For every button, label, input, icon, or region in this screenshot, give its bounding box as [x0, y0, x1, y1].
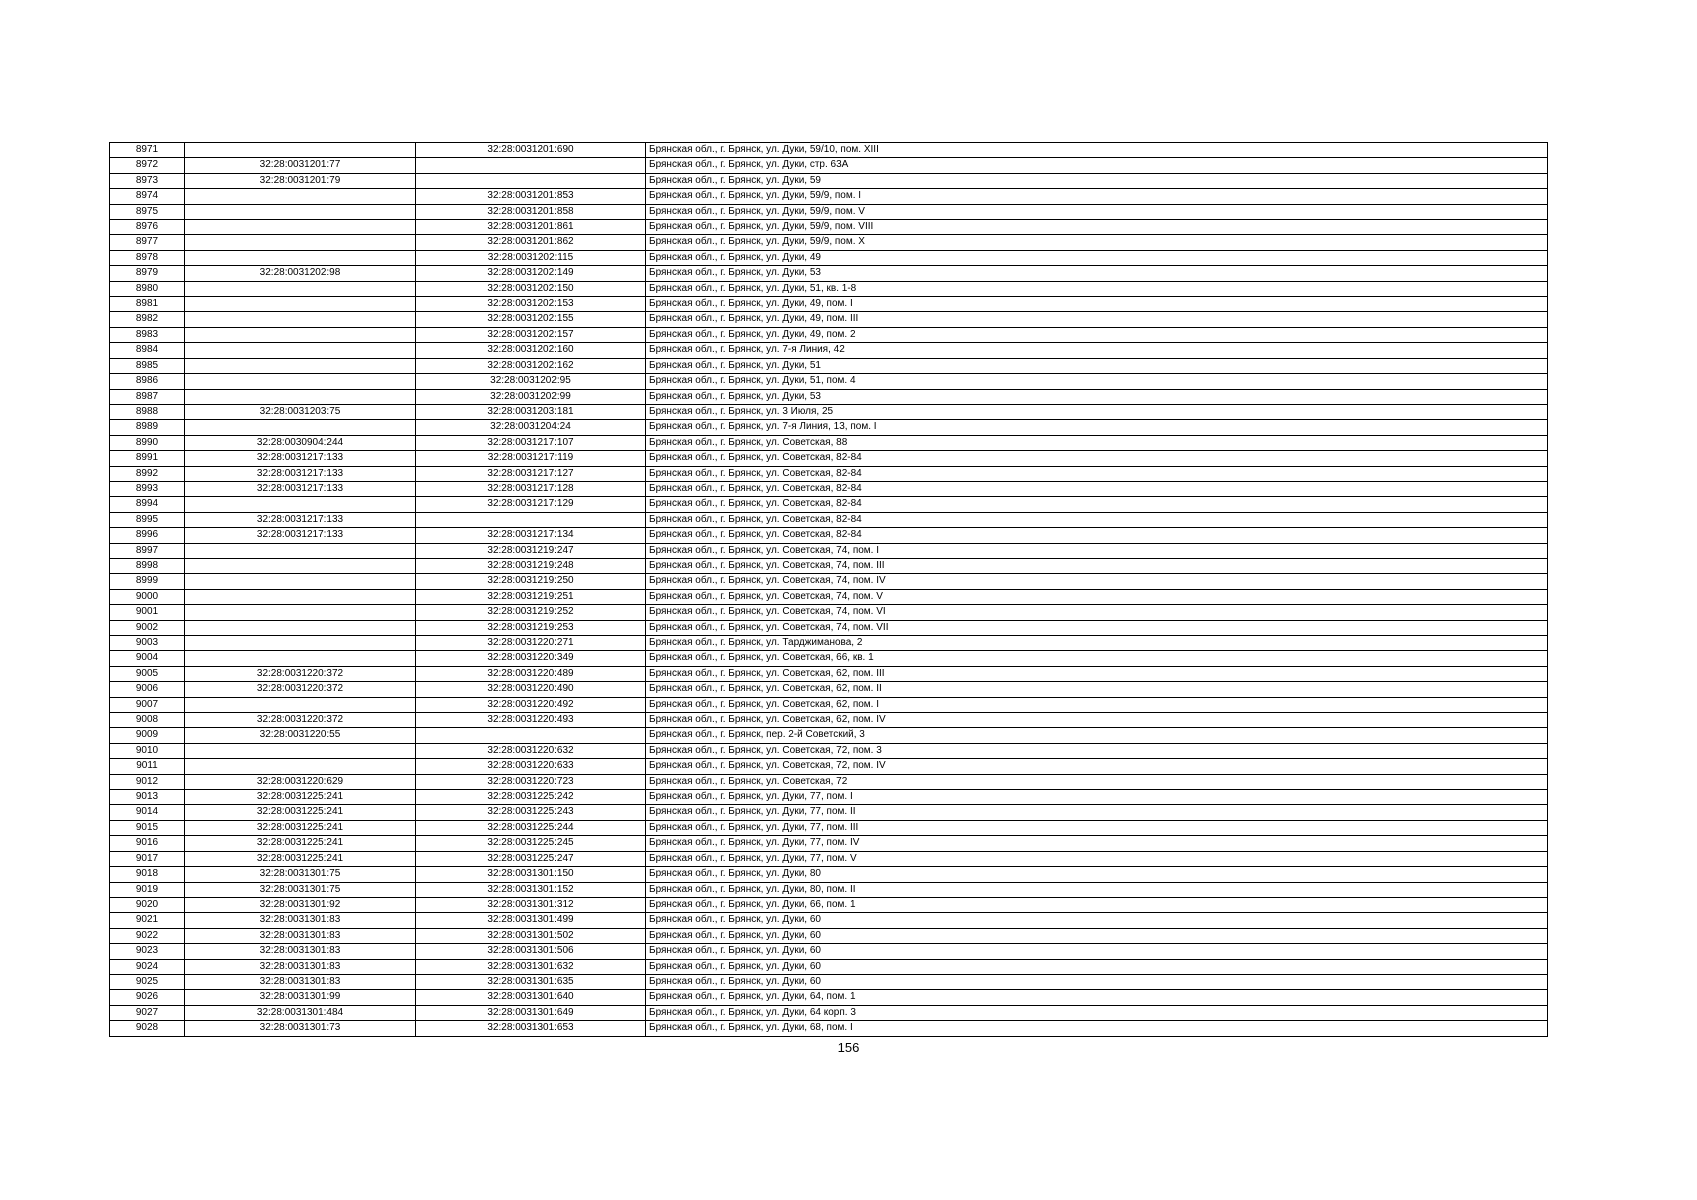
row-number-cell: 9007	[110, 697, 185, 712]
address-cell: Брянская обл., г. Брянск, ул. Дуки, 51, пом. 4	[646, 374, 1548, 389]
land-cadastral-number-cell	[185, 574, 416, 589]
table-row	[110, 512, 1548, 527]
row-number-cell: 8998	[110, 558, 185, 573]
land-cadastral-number-cell	[185, 697, 416, 712]
object-cadastral-number-cell	[416, 173, 646, 188]
land-cadastral-number-cell	[185, 220, 416, 235]
object-cadastral-number-cell: 32:28:0031219:251	[416, 589, 646, 604]
land-cadastral-number-cell	[185, 389, 416, 404]
row-number-cell: 8988	[110, 404, 185, 419]
table-row	[110, 1021, 1548, 1036]
row-number-cell: 9019	[110, 882, 185, 897]
address-cell: Брянская обл., г. Брянск, пер. 2-й Советский, 3	[646, 728, 1548, 743]
address-cell: Брянская обл., г. Брянск, ул. Дуки, 77, пом. II	[646, 805, 1548, 820]
row-number-cell: 8971	[110, 143, 185, 158]
row-number-cell: 8980	[110, 281, 185, 296]
table-row	[110, 836, 1548, 851]
object-cadastral-number-cell: 32:28:0031201:690	[416, 143, 646, 158]
row-number-cell: 8984	[110, 343, 185, 358]
land-cadastral-number-cell: 32:28:0031301:92	[185, 897, 416, 912]
address-cell: Брянская обл., г. Брянск, ул. Советская, 62, пом. IV	[646, 713, 1548, 728]
address-cell: Брянская обл., г. Брянск, ул. Советская, 66, кв. 1	[646, 651, 1548, 666]
land-cadastral-number-cell: 32:28:0031301:83	[185, 913, 416, 928]
row-number-cell: 9028	[110, 1021, 185, 1036]
object-cadastral-number-cell: 32:28:0031202:162	[416, 358, 646, 373]
row-number-cell: 9005	[110, 666, 185, 681]
row-number-cell: 8973	[110, 173, 185, 188]
address-cell: Брянская обл., г. Брянск, ул. Дуки, 64, пом. 1	[646, 990, 1548, 1005]
object-cadastral-number-cell: 32:28:0031301:653	[416, 1021, 646, 1036]
table-row	[110, 697, 1548, 712]
land-cadastral-number-cell: 32:28:0031301:73	[185, 1021, 416, 1036]
row-number-cell: 9004	[110, 651, 185, 666]
land-cadastral-number-cell	[185, 620, 416, 635]
row-number-cell: 9008	[110, 713, 185, 728]
object-cadastral-number-cell: 32:28:0031301:499	[416, 913, 646, 928]
object-cadastral-number-cell: 32:28:0031220:492	[416, 697, 646, 712]
land-cadastral-number-cell: 32:28:0031217:133	[185, 451, 416, 466]
address-cell: Брянская обл., г. Брянск, ул. Советская, 74, пом. VI	[646, 605, 1548, 620]
land-cadastral-number-cell	[185, 651, 416, 666]
object-cadastral-number-cell: 32:28:0031301:640	[416, 990, 646, 1005]
address-cell: Брянская обл., г. Брянск, ул. Дуки, 77, пом. IV	[646, 836, 1548, 851]
table-row	[110, 928, 1548, 943]
address-cell: Брянская обл., г. Брянск, ул. Советская, 74, пом. V	[646, 589, 1548, 604]
land-cadastral-number-cell	[185, 297, 416, 312]
address-cell: Брянская обл., г. Брянск, ул. Дуки, 49, пом. III	[646, 312, 1548, 327]
address-cell: Брянская обл., г. Брянск, ул. Дуки, 68, пом. I	[646, 1021, 1548, 1036]
land-cadastral-number-cell: 32:28:0031301:99	[185, 990, 416, 1005]
row-number-cell: 8992	[110, 466, 185, 481]
object-cadastral-number-cell: 32:28:0031201:853	[416, 189, 646, 204]
row-number-cell: 9011	[110, 759, 185, 774]
table-row	[110, 682, 1548, 697]
table-row	[110, 404, 1548, 419]
object-cadastral-number-cell: 32:28:0031301:150	[416, 867, 646, 882]
object-cadastral-number-cell: 32:28:0031301:502	[416, 928, 646, 943]
address-cell: Брянская обл., г. Брянск, ул. Дуки, 77, пом. III	[646, 820, 1548, 835]
row-number-cell: 8997	[110, 543, 185, 558]
table-row	[110, 189, 1548, 204]
object-cadastral-number-cell: 32:28:0031301:506	[416, 944, 646, 959]
object-cadastral-number-cell: 32:28:0031217:107	[416, 435, 646, 450]
table-row	[110, 728, 1548, 743]
object-cadastral-number-cell: 32:28:0031202:150	[416, 281, 646, 296]
land-cadastral-number-cell	[185, 636, 416, 651]
land-cadastral-number-cell	[185, 343, 416, 358]
table-row	[110, 820, 1548, 835]
land-cadastral-number-cell: 32:28:0031225:241	[185, 805, 416, 820]
table-row	[110, 358, 1548, 373]
address-cell: Брянская обл., г. Брянск, ул. Дуки, 64 корп. 3	[646, 1005, 1548, 1020]
row-number-cell: 9002	[110, 620, 185, 635]
address-cell: Брянская обл., г. Брянск, ул. Советская, 74, пом. III	[646, 558, 1548, 573]
object-cadastral-number-cell: 32:28:0031220:633	[416, 759, 646, 774]
land-cadastral-number-cell: 32:28:0031217:133	[185, 512, 416, 527]
row-number-cell: 9015	[110, 820, 185, 835]
table-row	[110, 297, 1548, 312]
table-row	[110, 944, 1548, 959]
land-cadastral-number-cell: 32:28:0031301:484	[185, 1005, 416, 1020]
address-cell: Брянская обл., г. Брянск, ул. Дуки, 49, пом. I	[646, 297, 1548, 312]
land-cadastral-number-cell: 32:28:0031220:372	[185, 682, 416, 697]
address-cell: Брянская обл., г. Брянск, ул. Дуки, 51	[646, 358, 1548, 373]
table-row	[110, 959, 1548, 974]
address-cell: Брянская обл., г. Брянск, ул. Дуки, 49	[646, 250, 1548, 265]
row-number-cell: 8978	[110, 250, 185, 265]
row-number-cell: 8975	[110, 204, 185, 219]
address-cell: Брянская обл., г. Брянск, ул. Дуки, 60	[646, 959, 1548, 974]
object-cadastral-number-cell: 32:28:0031220:632	[416, 743, 646, 758]
object-cadastral-number-cell: 32:28:0031301:312	[416, 897, 646, 912]
address-cell: Брянская обл., г. Брянск, ул. Дуки, 53	[646, 389, 1548, 404]
row-number-cell: 8985	[110, 358, 185, 373]
row-number-cell: 9022	[110, 928, 185, 943]
land-cadastral-number-cell	[185, 497, 416, 512]
table-row	[110, 143, 1548, 158]
address-cell: Брянская обл., г. Брянск, ул. Советская, 62, пом. III	[646, 666, 1548, 681]
row-number-cell: 9018	[110, 867, 185, 882]
land-cadastral-number-cell	[185, 759, 416, 774]
land-cadastral-number-cell	[185, 327, 416, 342]
object-cadastral-number-cell: 32:28:0031225:242	[416, 790, 646, 805]
row-number-cell: 8990	[110, 435, 185, 450]
land-cadastral-number-cell	[185, 204, 416, 219]
address-cell: Брянская обл., г. Брянск, ул. Дуки, 59/9, пом. X	[646, 235, 1548, 250]
table-row	[110, 343, 1548, 358]
land-cadastral-number-cell: 32:28:0031201:77	[185, 158, 416, 173]
address-cell: Брянская обл., г. Брянск, ул. Дуки, 77, пом. V	[646, 851, 1548, 866]
land-cadastral-number-cell: 32:28:0031217:133	[185, 481, 416, 496]
table-row	[110, 851, 1548, 866]
address-cell: Брянская обл., г. Брянск, ул. Советская, 72	[646, 774, 1548, 789]
row-number-cell: 9016	[110, 836, 185, 851]
table-row	[110, 451, 1548, 466]
address-cell: Брянская обл., г. Брянск, ул. Советская, 62, пом. II	[646, 682, 1548, 697]
row-number-cell: 9000	[110, 589, 185, 604]
address-cell: Брянская обл., г. Брянск, ул. 3 Июля, 25	[646, 404, 1548, 419]
row-number-cell: 9013	[110, 790, 185, 805]
address-cell: Брянская обл., г. Брянск, ул. Дуки, 59/9, пом. V	[646, 204, 1548, 219]
object-cadastral-number-cell: 32:28:0031219:250	[416, 574, 646, 589]
object-cadastral-number-cell: 32:28:0031301:632	[416, 959, 646, 974]
object-cadastral-number-cell: 32:28:0031217:127	[416, 466, 646, 481]
table-row	[110, 759, 1548, 774]
row-number-cell: 8995	[110, 512, 185, 527]
land-cadastral-number-cell	[185, 235, 416, 250]
land-cadastral-number-cell: 32:28:0031301:75	[185, 867, 416, 882]
object-cadastral-number-cell: 32:28:0031201:861	[416, 220, 646, 235]
object-cadastral-number-cell: 32:28:0031225:245	[416, 836, 646, 851]
address-cell: Брянская обл., г. Брянск, ул. Дуки, 66, пом. 1	[646, 897, 1548, 912]
address-cell: Брянская обл., г. Брянск, ул. Советская, 74, пом. I	[646, 543, 1548, 558]
object-cadastral-number-cell: 32:28:0031225:244	[416, 820, 646, 835]
object-cadastral-number-cell: 32:28:0031225:247	[416, 851, 646, 866]
land-cadastral-number-cell: 32:28:0031225:241	[185, 851, 416, 866]
table-row	[110, 250, 1548, 265]
object-cadastral-number-cell: 32:28:0031219:252	[416, 605, 646, 620]
land-cadastral-number-cell	[185, 420, 416, 435]
object-cadastral-number-cell: 32:28:0031219:253	[416, 620, 646, 635]
land-cadastral-number-cell: 32:28:0031217:133	[185, 528, 416, 543]
object-cadastral-number-cell: 32:28:0031219:248	[416, 558, 646, 573]
land-cadastral-number-cell: 32:28:0031217:133	[185, 466, 416, 481]
object-cadastral-number-cell: 32:28:0031301:152	[416, 882, 646, 897]
row-number-cell: 8993	[110, 481, 185, 496]
object-cadastral-number-cell	[416, 728, 646, 743]
land-cadastral-number-cell	[185, 281, 416, 296]
row-number-cell: 8989	[110, 420, 185, 435]
address-cell: Брянская обл., г. Брянск, ул. Советская, 82-84	[646, 528, 1548, 543]
table-row	[110, 574, 1548, 589]
table-row	[110, 913, 1548, 928]
table-row	[110, 882, 1548, 897]
row-number-cell: 9010	[110, 743, 185, 758]
table-row	[110, 666, 1548, 681]
address-cell: Брянская обл., г. Брянск, ул. Советская, 62, пом. I	[646, 697, 1548, 712]
row-number-cell: 8982	[110, 312, 185, 327]
land-cadastral-number-cell: 32:28:0031301:83	[185, 928, 416, 943]
address-cell: Брянская обл., г. Брянск, ул. Советская, 82-84	[646, 451, 1548, 466]
land-cadastral-number-cell	[185, 743, 416, 758]
object-cadastral-number-cell: 32:28:0031220:723	[416, 774, 646, 789]
address-cell: Брянская обл., г. Брянск, ул. Дуки, 59	[646, 173, 1548, 188]
table-row	[110, 204, 1548, 219]
table-row	[110, 774, 1548, 789]
address-cell: Брянская обл., г. Брянск, ул. Дуки, 60	[646, 944, 1548, 959]
address-cell: Брянская обл., г. Брянск, ул. Советская, 82-84	[646, 497, 1548, 512]
object-cadastral-number-cell: 32:28:0031217:129	[416, 497, 646, 512]
row-number-cell: 9014	[110, 805, 185, 820]
row-number-cell: 8972	[110, 158, 185, 173]
table-row	[110, 805, 1548, 820]
object-cadastral-number-cell: 32:28:0031202:99	[416, 389, 646, 404]
table-row	[110, 220, 1548, 235]
table-row	[110, 743, 1548, 758]
table-row	[110, 651, 1548, 666]
object-cadastral-number-cell: 32:28:0031204:24	[416, 420, 646, 435]
object-cadastral-number-cell: 32:28:0031220:489	[416, 666, 646, 681]
address-cell: Брянская обл., г. Брянск, ул. Дуки, 59/9, пом. VIII	[646, 220, 1548, 235]
table-row	[110, 558, 1548, 573]
object-cadastral-number-cell: 32:28:0031202:153	[416, 297, 646, 312]
address-cell: Брянская обл., г. Брянск, ул. Дуки, 60	[646, 974, 1548, 989]
land-cadastral-number-cell	[185, 605, 416, 620]
row-number-cell: 9027	[110, 1005, 185, 1020]
land-cadastral-number-cell: 32:28:0031220:372	[185, 666, 416, 681]
land-cadastral-number-cell: 32:28:0031220:55	[185, 728, 416, 743]
object-cadastral-number-cell: 32:28:0031220:493	[416, 713, 646, 728]
object-cadastral-number-cell: 32:28:0031202:115	[416, 250, 646, 265]
table-row	[110, 435, 1548, 450]
object-cadastral-number-cell: 32:28:0031201:858	[416, 204, 646, 219]
land-cadastral-number-cell: 32:28:0031203:75	[185, 404, 416, 419]
row-number-cell: 8983	[110, 327, 185, 342]
address-cell: Брянская обл., г. Брянск, ул. Советская, 82-84	[646, 481, 1548, 496]
object-cadastral-number-cell: 32:28:0031202:160	[416, 343, 646, 358]
land-cadastral-number-cell	[185, 143, 416, 158]
land-cadastral-number-cell: 32:28:0031225:241	[185, 820, 416, 835]
object-cadastral-number-cell: 32:28:0031220:349	[416, 651, 646, 666]
land-cadastral-number-cell	[185, 589, 416, 604]
land-cadastral-number-cell: 32:28:0031301:83	[185, 974, 416, 989]
table-row	[110, 605, 1548, 620]
row-number-cell: 9006	[110, 682, 185, 697]
address-cell: Брянская обл., г. Брянск, ул. Советская, 82-84	[646, 512, 1548, 527]
row-number-cell: 8999	[110, 574, 185, 589]
land-cadastral-number-cell	[185, 250, 416, 265]
address-cell: Брянская обл., г. Брянск, ул. Дуки, 80	[646, 867, 1548, 882]
object-cadastral-number-cell	[416, 512, 646, 527]
table-row	[110, 389, 1548, 404]
row-number-cell: 8977	[110, 235, 185, 250]
address-cell: Брянская обл., г. Брянск, ул. Дуки, 59/10, пом. XIII	[646, 143, 1548, 158]
object-cadastral-number-cell: 32:28:0031203:181	[416, 404, 646, 419]
address-cell: Брянская обл., г. Брянск, ул. Советская, 74, пом. IV	[646, 574, 1548, 589]
object-cadastral-number-cell: 32:28:0031202:149	[416, 266, 646, 281]
land-cadastral-number-cell: 32:28:0030904:244	[185, 435, 416, 450]
table-row	[110, 420, 1548, 435]
address-cell: Брянская обл., г. Брянск, ул. Дуки, 77, пом. I	[646, 790, 1548, 805]
address-cell: Брянская обл., г. Брянск, ул. Советская, 72, пом. IV	[646, 759, 1548, 774]
table-row	[110, 528, 1548, 543]
table-row	[110, 543, 1548, 558]
object-cadastral-number-cell: 32:28:0031225:243	[416, 805, 646, 820]
table-row	[110, 327, 1548, 342]
address-cell: Брянская обл., г. Брянск, ул. Дуки, 80, пом. II	[646, 882, 1548, 897]
row-number-cell: 9017	[110, 851, 185, 866]
object-cadastral-number-cell: 32:28:0031220:490	[416, 682, 646, 697]
row-number-cell: 8986	[110, 374, 185, 389]
table-row	[110, 158, 1548, 173]
object-cadastral-number-cell: 32:28:0031217:119	[416, 451, 646, 466]
row-number-cell: 9023	[110, 944, 185, 959]
land-cadastral-number-cell	[185, 374, 416, 389]
object-cadastral-number-cell: 32:28:0031220:271	[416, 636, 646, 651]
land-cadastral-number-cell: 32:28:0031201:79	[185, 173, 416, 188]
table-body	[110, 143, 1548, 1037]
table-row	[110, 589, 1548, 604]
table-row	[110, 867, 1548, 882]
table-row	[110, 636, 1548, 651]
object-cadastral-number-cell: 32:28:0031219:247	[416, 543, 646, 558]
address-cell: Брянская обл., г. Брянск, ул. Советская, 82-84	[646, 466, 1548, 481]
object-cadastral-number-cell: 32:28:0031201:862	[416, 235, 646, 250]
row-number-cell: 9021	[110, 913, 185, 928]
land-cadastral-number-cell	[185, 358, 416, 373]
row-number-cell: 8976	[110, 220, 185, 235]
row-number-cell: 8996	[110, 528, 185, 543]
address-cell: Брянская обл., г. Брянск, ул. Дуки, 60	[646, 928, 1548, 943]
table-row	[110, 897, 1548, 912]
table-row	[110, 974, 1548, 989]
property-table	[109, 142, 1548, 1037]
land-cadastral-number-cell	[185, 543, 416, 558]
land-cadastral-number-cell: 32:28:0031220:629	[185, 774, 416, 789]
object-cadastral-number-cell: 32:28:0031217:134	[416, 528, 646, 543]
table-row	[110, 266, 1548, 281]
table-row	[110, 497, 1548, 512]
land-cadastral-number-cell: 32:28:0031301:83	[185, 959, 416, 974]
object-cadastral-number-cell: 32:28:0031301:649	[416, 1005, 646, 1020]
table-row	[110, 312, 1548, 327]
table-row	[110, 173, 1548, 188]
row-number-cell: 8979	[110, 266, 185, 281]
land-cadastral-number-cell: 32:28:0031225:241	[185, 790, 416, 805]
object-cadastral-number-cell: 32:28:0031202:95	[416, 374, 646, 389]
row-number-cell: 9003	[110, 636, 185, 651]
land-cadastral-number-cell: 32:28:0031202:98	[185, 266, 416, 281]
object-cadastral-number-cell: 32:28:0031202:155	[416, 312, 646, 327]
land-cadastral-number-cell	[185, 189, 416, 204]
row-number-cell: 8987	[110, 389, 185, 404]
table-row	[110, 990, 1548, 1005]
table-row	[110, 235, 1548, 250]
row-number-cell: 8974	[110, 189, 185, 204]
address-cell: Брянская обл., г. Брянск, ул. Советская, 88	[646, 435, 1548, 450]
row-number-cell: 9020	[110, 897, 185, 912]
page-number: 156	[837, 1040, 860, 1055]
address-cell: Брянская обл., г. Брянск, ул. Тарджиманова, 2	[646, 636, 1548, 651]
address-cell: Брянская обл., г. Брянск, ул. Дуки, 53	[646, 266, 1548, 281]
row-number-cell: 9009	[110, 728, 185, 743]
object-cadastral-number-cell: 32:28:0031202:157	[416, 327, 646, 342]
row-number-cell: 8981	[110, 297, 185, 312]
address-cell: Брянская обл., г. Брянск, ул. Дуки, 60	[646, 913, 1548, 928]
land-cadastral-number-cell: 32:28:0031225:241	[185, 836, 416, 851]
row-number-cell: 9001	[110, 605, 185, 620]
address-cell: Брянская обл., г. Брянск, ул. Советская, 74, пом. VII	[646, 620, 1548, 635]
table-row	[110, 374, 1548, 389]
row-number-cell: 9024	[110, 959, 185, 974]
address-cell: Брянская обл., г. Брянск, ул. Советская, 72, пом. 3	[646, 743, 1548, 758]
row-number-cell: 8991	[110, 451, 185, 466]
row-number-cell: 9012	[110, 774, 185, 789]
address-cell: Брянская обл., г. Брянск, ул. Дуки, 49, пом. 2	[646, 327, 1548, 342]
object-cadastral-number-cell	[416, 158, 646, 173]
address-cell: Брянская обл., г. Брянск, ул. 7-я Линия, 42	[646, 343, 1548, 358]
land-cadastral-number-cell: 32:28:0031220:372	[185, 713, 416, 728]
land-cadastral-number-cell	[185, 558, 416, 573]
address-cell: Брянская обл., г. Брянск, ул. 7-я Линия, 13, пом. I	[646, 420, 1548, 435]
address-cell: Брянская обл., г. Брянск, ул. Дуки, стр. 63А	[646, 158, 1548, 173]
land-cadastral-number-cell: 32:28:0031301:75	[185, 882, 416, 897]
object-cadastral-number-cell: 32:28:0031301:635	[416, 974, 646, 989]
table-row	[110, 281, 1548, 296]
land-cadastral-number-cell	[185, 312, 416, 327]
table-row	[110, 790, 1548, 805]
table-row	[110, 466, 1548, 481]
address-cell: Брянская обл., г. Брянск, ул. Дуки, 59/9, пом. I	[646, 189, 1548, 204]
row-number-cell: 8994	[110, 497, 185, 512]
table-row	[110, 481, 1548, 496]
object-cadastral-number-cell: 32:28:0031217:128	[416, 481, 646, 496]
row-number-cell: 9026	[110, 990, 185, 1005]
address-cell: Брянская обл., г. Брянск, ул. Дуки, 51, кв. 1-8	[646, 281, 1548, 296]
table-row	[110, 713, 1548, 728]
land-cadastral-number-cell: 32:28:0031301:83	[185, 944, 416, 959]
row-number-cell: 9025	[110, 974, 185, 989]
table-row	[110, 1005, 1548, 1020]
table-row	[110, 620, 1548, 635]
